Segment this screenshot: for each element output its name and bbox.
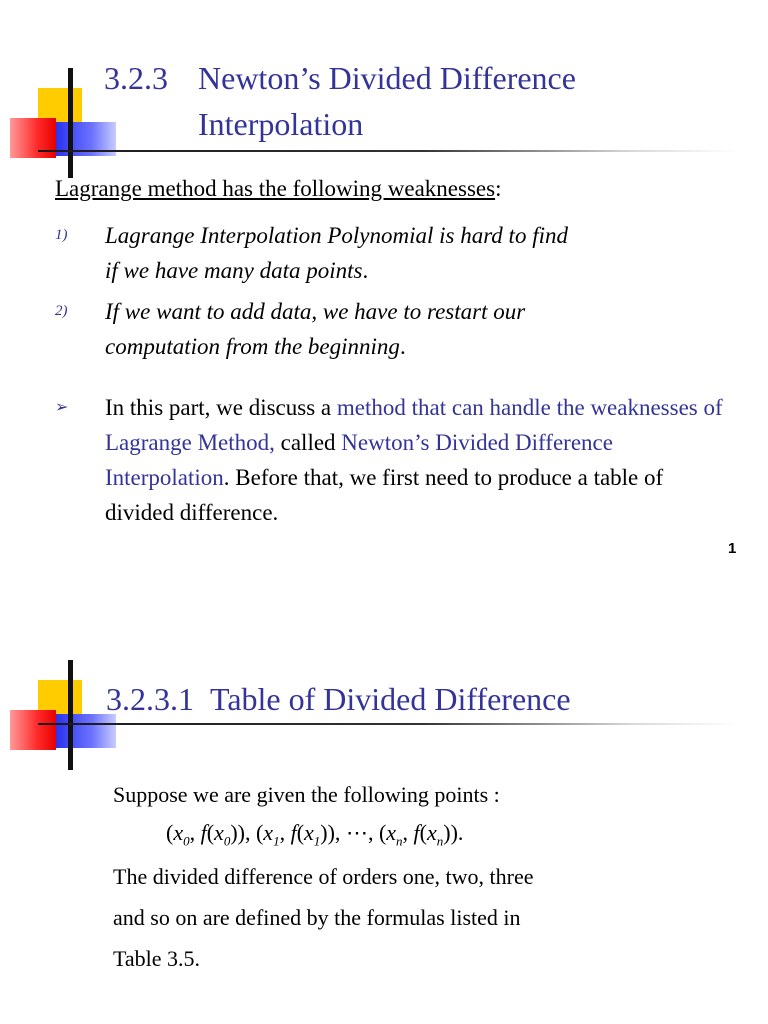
list-text-period: . [362,258,369,283]
page-title [104,55,576,147]
title-rule [38,723,738,725]
title-rule [38,150,738,152]
list-text-period: . [399,334,406,359]
slide-logo [10,660,120,770]
bullet-body [105,390,725,530]
title-text: Table of Divided Difference [210,681,571,717]
arrow-bullet-icon: ➢ [55,399,69,416]
bullet-text: . Before that, we first need to produce a table of divided difference. [105,465,664,525]
points-formula: ($x_0$, $f(x_0)$), ($x_1$, $f(x_1)$), ⋯, ($x_n$, $f(x_n)$). [166,820,464,849]
list-text [105,218,715,288]
list-text [105,294,715,364]
paragraph-line: The divided difference of orders one, two, three [113,864,534,889]
paragraph-line: and so on are defined by the formulas listed in [113,905,521,930]
bullet-text: called [274,430,342,455]
list-marker: 2) [55,303,68,319]
intro-underlined: Lagrange method has the following weaknesses [55,176,496,201]
title-number: 3.2.3 [104,60,168,96]
title-line-2: Interpolation [198,106,364,142]
logo-red-square [10,118,56,158]
list-text-line: if we have many data points [105,258,363,283]
intro-text [55,176,501,202]
bullet-text: In this part, we discuss a [105,395,337,420]
paragraph-line: Suppose we are given the following points : [113,782,500,807]
logo-vertical-line [68,68,73,178]
logo-vertical-line [68,660,73,770]
list-text-line: If we want to add data, we have to restart our [105,299,526,324]
highlight-text: method that can handle the weaknesses of Lagrange Method, [105,395,723,455]
list-text-line: computation from the beginning [105,334,400,359]
list-text-line: Lagrange Interpolation Polynomial is hard to find [105,223,568,248]
page-number: 1 [728,540,737,557]
list-marker: 1) [55,227,68,243]
page-title [106,676,571,722]
highlight-text: Newton’s Divided Difference Interpolation [105,430,613,490]
title-line-1: Newton’s Divided Difference [198,60,576,96]
intro-colon: : [495,176,502,201]
logo-red-square [10,710,56,750]
title-number: 3.2.3.1 [106,681,194,717]
paragraph-line: Table 3.5. [113,946,201,971]
